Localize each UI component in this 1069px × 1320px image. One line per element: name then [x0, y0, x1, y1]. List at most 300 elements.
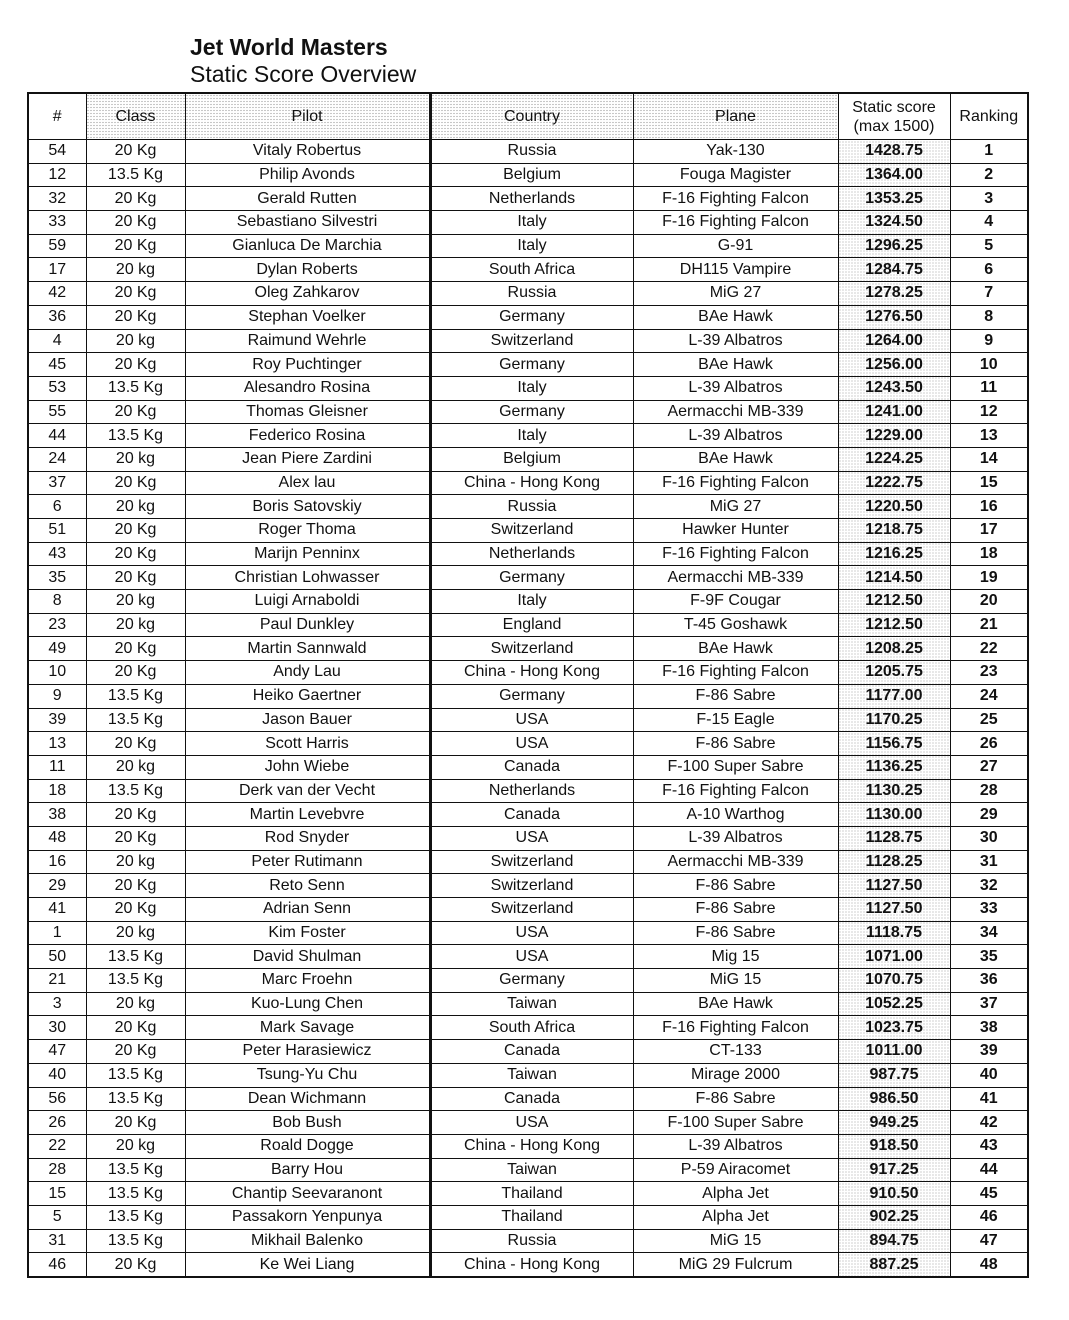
cell-number: 10 — [28, 661, 86, 685]
cell-ranking: 36 — [950, 969, 1028, 993]
cell-pilot: Ke Wei Liang — [185, 1253, 430, 1277]
cell-pilot: Dean Wichmann — [185, 1087, 430, 1111]
cell-class: 20 Kg — [86, 637, 185, 661]
cell-pilot: Stephan Voelker — [185, 305, 430, 329]
cell-ranking: 4 — [950, 211, 1028, 235]
cell-plane: MiG 27 — [633, 495, 838, 519]
cell-country: Germany — [430, 400, 633, 424]
cell-number: 38 — [28, 803, 86, 827]
table-row — [28, 732, 1028, 756]
cell-class: 20 Kg — [86, 874, 185, 898]
cell-class: 13.5 Kg — [86, 1205, 185, 1229]
cell-static-score: 1156.75 — [838, 732, 950, 756]
cell-country: China - Hong Kong — [430, 661, 633, 685]
cell-ranking: 37 — [950, 992, 1028, 1016]
table-row — [28, 1158, 1028, 1182]
cell-plane: Mirage 2000 — [633, 1063, 838, 1087]
cell-country: Germany — [430, 684, 633, 708]
cell-country: England — [430, 613, 633, 637]
cell-static-score: 1364.00 — [838, 163, 950, 187]
cell-static-score: 1170.25 — [838, 708, 950, 732]
cell-country: China - Hong Kong — [430, 1253, 633, 1277]
cell-class: 13.5 Kg — [86, 708, 185, 732]
cell-static-score: 1241.00 — [838, 400, 950, 424]
cell-country: Netherlands — [430, 542, 633, 566]
cell-plane: F-86 Sabre — [633, 874, 838, 898]
cell-class: 20 Kg — [86, 898, 185, 922]
table-row — [28, 400, 1028, 424]
cell-country: USA — [430, 732, 633, 756]
cell-plane: MiG 27 — [633, 282, 838, 306]
cell-number: 46 — [28, 1253, 86, 1277]
cell-class: 13.5 Kg — [86, 1158, 185, 1182]
column-header-static-score — [838, 93, 950, 140]
cell-number: 8 — [28, 590, 86, 614]
cell-class: 13.5 Kg — [86, 1063, 185, 1087]
static-score-table — [27, 92, 1029, 1278]
cell-class: 20 kg — [86, 613, 185, 637]
cell-pilot: Jason Bauer — [185, 708, 430, 732]
cell-static-score: 1118.75 — [838, 921, 950, 945]
cell-number: 50 — [28, 945, 86, 969]
cell-class: 20 kg — [86, 1134, 185, 1158]
cell-number: 16 — [28, 850, 86, 874]
cell-pilot: Passakorn Yenpunya — [185, 1205, 430, 1229]
cell-static-score: 1023.75 — [838, 1016, 950, 1040]
column-header-country: Country — [430, 93, 633, 140]
cell-ranking: 31 — [950, 850, 1028, 874]
cell-pilot: Oleg Zahkarov — [185, 282, 430, 306]
table-row — [28, 803, 1028, 827]
cell-country: Thailand — [430, 1182, 633, 1206]
cell-country: Germany — [430, 305, 633, 329]
cell-number: 29 — [28, 874, 86, 898]
cell-ranking: 26 — [950, 732, 1028, 756]
cell-number: 28 — [28, 1158, 86, 1182]
cell-static-score: 1212.50 — [838, 613, 950, 637]
table-row — [28, 826, 1028, 850]
table-row — [28, 519, 1028, 543]
cell-static-score: 1128.25 — [838, 850, 950, 874]
cell-plane: F-86 Sabre — [633, 1087, 838, 1111]
cell-plane: T-45 Goshawk — [633, 613, 838, 637]
cell-plane: DH115 Vampire — [633, 258, 838, 282]
cell-pilot: Reto Senn — [185, 874, 430, 898]
cell-ranking: 10 — [950, 353, 1028, 377]
cell-static-score: 902.25 — [838, 1205, 950, 1229]
cell-static-score: 1130.25 — [838, 779, 950, 803]
cell-number: 48 — [28, 826, 86, 850]
cell-static-score: 894.75 — [838, 1229, 950, 1253]
cell-ranking: 17 — [950, 519, 1028, 543]
cell-pilot: Peter Harasiewicz — [185, 1040, 430, 1064]
cell-plane: Aermacchi MB-339 — [633, 850, 838, 874]
cell-class: 20 Kg — [86, 1253, 185, 1277]
cell-plane: L-39 Albatros — [633, 826, 838, 850]
cell-ranking: 8 — [950, 305, 1028, 329]
cell-static-score: 1428.75 — [838, 140, 950, 164]
table-row — [28, 1229, 1028, 1253]
table-row — [28, 684, 1028, 708]
column-header-ranking: Ranking — [950, 93, 1028, 140]
cell-class: 13.5 Kg — [86, 1229, 185, 1253]
table-row — [28, 969, 1028, 993]
cell-country: Belgium — [430, 447, 633, 471]
cell-number: 37 — [28, 471, 86, 495]
cell-pilot: Paul Dunkley — [185, 613, 430, 637]
table-row — [28, 613, 1028, 637]
cell-class: 13.5 Kg — [86, 684, 185, 708]
cell-class: 20 Kg — [86, 211, 185, 235]
cell-ranking: 40 — [950, 1063, 1028, 1087]
cell-class: 20 Kg — [86, 1040, 185, 1064]
cell-static-score: 986.50 — [838, 1087, 950, 1111]
cell-plane: F-86 Sabre — [633, 898, 838, 922]
table-row — [28, 234, 1028, 258]
cell-ranking: 6 — [950, 258, 1028, 282]
cell-country: Russia — [430, 140, 633, 164]
cell-country: Switzerland — [430, 329, 633, 353]
cell-number: 11 — [28, 755, 86, 779]
cell-ranking: 38 — [950, 1016, 1028, 1040]
table-row — [28, 187, 1028, 211]
cell-class: 13.5 Kg — [86, 1182, 185, 1206]
cell-plane: F-16 Fighting Falcon — [633, 661, 838, 685]
cell-number: 13 — [28, 732, 86, 756]
cell-static-score: 949.25 — [838, 1111, 950, 1135]
cell-ranking: 7 — [950, 282, 1028, 306]
cell-ranking: 27 — [950, 755, 1028, 779]
cell-plane: A-10 Warthog — [633, 803, 838, 827]
table-row — [28, 495, 1028, 519]
cell-pilot: Sebastiano Silvestri — [185, 211, 430, 235]
cell-ranking: 19 — [950, 566, 1028, 590]
cell-static-score: 1011.00 — [838, 1040, 950, 1064]
cell-plane: F-16 Fighting Falcon — [633, 471, 838, 495]
cell-static-score: 1214.50 — [838, 566, 950, 590]
table-row — [28, 282, 1028, 306]
table-row — [28, 992, 1028, 1016]
cell-country: Italy — [430, 376, 633, 400]
table-row — [28, 921, 1028, 945]
cell-country: USA — [430, 945, 633, 969]
cell-static-score: 1177.00 — [838, 684, 950, 708]
cell-pilot: Alex lau — [185, 471, 430, 495]
table-row — [28, 590, 1028, 614]
cell-pilot: Gerald Rutten — [185, 187, 430, 211]
cell-static-score: 1324.50 — [838, 211, 950, 235]
cell-ranking: 47 — [950, 1229, 1028, 1253]
cell-class: 20 Kg — [86, 566, 185, 590]
cell-ranking: 15 — [950, 471, 1028, 495]
cell-number: 22 — [28, 1134, 86, 1158]
cell-class: 20 Kg — [86, 140, 185, 164]
cell-ranking: 34 — [950, 921, 1028, 945]
cell-pilot: Christian Lohwasser — [185, 566, 430, 590]
cell-country: Switzerland — [430, 850, 633, 874]
cell-country: Taiwan — [430, 992, 633, 1016]
cell-plane: Alpha Jet — [633, 1205, 838, 1229]
cell-ranking: 5 — [950, 234, 1028, 258]
table-row — [28, 140, 1028, 164]
table-row — [28, 1063, 1028, 1087]
cell-plane: Yak-130 — [633, 140, 838, 164]
cell-pilot: Roald Dogge — [185, 1134, 430, 1158]
cell-class: 13.5 Kg — [86, 163, 185, 187]
cell-country: Germany — [430, 969, 633, 993]
cell-class: 20 Kg — [86, 661, 185, 685]
cell-ranking: 23 — [950, 661, 1028, 685]
cell-class: 20 Kg — [86, 826, 185, 850]
cell-plane: MiG 29 Fulcrum — [633, 1253, 838, 1277]
cell-country: Canada — [430, 1040, 633, 1064]
cell-country: Netherlands — [430, 187, 633, 211]
table-row — [28, 779, 1028, 803]
cell-pilot: Mikhail Balenko — [185, 1229, 430, 1253]
table-row — [28, 708, 1028, 732]
cell-pilot: Gianluca De Marchia — [185, 234, 430, 258]
cell-pilot: Luigi Arnaboldi — [185, 590, 430, 614]
cell-ranking: 13 — [950, 424, 1028, 448]
table-row — [28, 874, 1028, 898]
cell-ranking: 11 — [950, 376, 1028, 400]
cell-ranking: 35 — [950, 945, 1028, 969]
cell-class: 13.5 Kg — [86, 969, 185, 993]
cell-pilot: David Shulman — [185, 945, 430, 969]
table-row — [28, 566, 1028, 590]
cell-country: Italy — [430, 424, 633, 448]
cell-plane: F-86 Sabre — [633, 684, 838, 708]
cell-plane: F-16 Fighting Falcon — [633, 1016, 838, 1040]
cell-ranking: 41 — [950, 1087, 1028, 1111]
cell-ranking: 45 — [950, 1182, 1028, 1206]
document-subtitle: Static Score Overview — [190, 61, 417, 87]
cell-number: 26 — [28, 1111, 86, 1135]
cell-class: 20 kg — [86, 258, 185, 282]
cell-class: 20 kg — [86, 495, 185, 519]
cell-country: Taiwan — [430, 1158, 633, 1182]
cell-pilot: Tsung-Yu Chu — [185, 1063, 430, 1087]
cell-country: Canada — [430, 803, 633, 827]
cell-pilot: Dylan Roberts — [185, 258, 430, 282]
cell-pilot: Alesandro Rosina — [185, 376, 430, 400]
table-row — [28, 1111, 1028, 1135]
cell-country: Russia — [430, 495, 633, 519]
cell-pilot: Derk van der Vecht — [185, 779, 430, 803]
cell-plane: G-91 — [633, 234, 838, 258]
cell-class: 20 Kg — [86, 282, 185, 306]
cell-number: 30 — [28, 1016, 86, 1040]
cell-number: 6 — [28, 495, 86, 519]
cell-pilot: Kim Foster — [185, 921, 430, 945]
cell-class: 13.5 Kg — [86, 945, 185, 969]
cell-ranking: 18 — [950, 542, 1028, 566]
cell-pilot: Roy Puchtinger — [185, 353, 430, 377]
cell-ranking: 29 — [950, 803, 1028, 827]
cell-number: 54 — [28, 140, 86, 164]
cell-country: Canada — [430, 1087, 633, 1111]
cell-class: 20 kg — [86, 755, 185, 779]
cell-plane: L-39 Albatros — [633, 1134, 838, 1158]
cell-pilot: Thomas Gleisner — [185, 400, 430, 424]
cell-class: 20 Kg — [86, 400, 185, 424]
cell-number: 31 — [28, 1229, 86, 1253]
cell-number: 59 — [28, 234, 86, 258]
cell-number: 12 — [28, 163, 86, 187]
cell-number: 32 — [28, 187, 86, 211]
table-row — [28, 163, 1028, 187]
table-row — [28, 1253, 1028, 1277]
cell-plane: F-16 Fighting Falcon — [633, 542, 838, 566]
cell-pilot: Vitaly Robertus — [185, 140, 430, 164]
cell-number: 43 — [28, 542, 86, 566]
cell-class: 20 kg — [86, 590, 185, 614]
cell-ranking: 9 — [950, 329, 1028, 353]
cell-country: Germany — [430, 353, 633, 377]
table-row — [28, 1087, 1028, 1111]
cell-pilot: Roger Thoma — [185, 519, 430, 543]
cell-static-score: 887.25 — [838, 1253, 950, 1277]
cell-static-score: 1070.75 — [838, 969, 950, 993]
cell-ranking: 12 — [950, 400, 1028, 424]
cell-ranking: 43 — [950, 1134, 1028, 1158]
cell-ranking: 32 — [950, 874, 1028, 898]
cell-plane: F-86 Sabre — [633, 732, 838, 756]
cell-ranking: 30 — [950, 826, 1028, 850]
cell-ranking: 2 — [950, 163, 1028, 187]
cell-plane: F-16 Fighting Falcon — [633, 211, 838, 235]
cell-class: 20 Kg — [86, 305, 185, 329]
cell-static-score: 1222.75 — [838, 471, 950, 495]
cell-pilot: Federico Rosina — [185, 424, 430, 448]
cell-static-score: 1128.75 — [838, 826, 950, 850]
cell-class: 20 Kg — [86, 471, 185, 495]
cell-class: 13.5 Kg — [86, 376, 185, 400]
cell-static-score: 910.50 — [838, 1182, 950, 1206]
table-row — [28, 447, 1028, 471]
cell-country: Italy — [430, 211, 633, 235]
cell-pilot: Mark Savage — [185, 1016, 430, 1040]
cell-plane: L-39 Albatros — [633, 329, 838, 353]
cell-static-score: 1229.00 — [838, 424, 950, 448]
cell-static-score: 1243.50 — [838, 376, 950, 400]
cell-plane: Mig 15 — [633, 945, 838, 969]
cell-plane: MiG 15 — [633, 969, 838, 993]
cell-plane: F-16 Fighting Falcon — [633, 187, 838, 211]
cell-country: South Africa — [430, 1016, 633, 1040]
cell-plane: CT-133 — [633, 1040, 838, 1064]
column-header-plane: Plane — [633, 93, 838, 140]
cell-plane: Aermacchi MB-339 — [633, 400, 838, 424]
cell-country: Russia — [430, 1229, 633, 1253]
table-body — [28, 140, 1028, 1278]
cell-number: 21 — [28, 969, 86, 993]
table-row — [28, 305, 1028, 329]
cell-number: 4 — [28, 329, 86, 353]
cell-static-score: 1353.25 — [838, 187, 950, 211]
cell-pilot: Raimund Wehrle — [185, 329, 430, 353]
cell-class: 13.5 Kg — [86, 779, 185, 803]
cell-country: Italy — [430, 590, 633, 614]
cell-class: 13.5 Kg — [86, 1087, 185, 1111]
cell-pilot: Martin Sannwald — [185, 637, 430, 661]
table-row — [28, 898, 1028, 922]
cell-plane: BAe Hawk — [633, 447, 838, 471]
cell-number: 45 — [28, 353, 86, 377]
cell-static-score: 1127.50 — [838, 874, 950, 898]
cell-ranking: 24 — [950, 684, 1028, 708]
table-row — [28, 1016, 1028, 1040]
cell-pilot: Heiko Gaertner — [185, 684, 430, 708]
cell-pilot: Kuo-Lung Chen — [185, 992, 430, 1016]
cell-country: South Africa — [430, 258, 633, 282]
document-title: Jet World Masters — [190, 34, 388, 60]
cell-class: 13.5 Kg — [86, 424, 185, 448]
cell-plane: BAe Hawk — [633, 305, 838, 329]
table-row — [28, 1040, 1028, 1064]
cell-country: Switzerland — [430, 874, 633, 898]
cell-number: 44 — [28, 424, 86, 448]
cell-static-score: 1216.25 — [838, 542, 950, 566]
cell-ranking: 22 — [950, 637, 1028, 661]
cell-ranking: 14 — [950, 447, 1028, 471]
table-row — [28, 661, 1028, 685]
table-row — [28, 424, 1028, 448]
cell-class: 20 Kg — [86, 187, 185, 211]
cell-ranking: 42 — [950, 1111, 1028, 1135]
cell-pilot: Marc Froehn — [185, 969, 430, 993]
cell-number: 15 — [28, 1182, 86, 1206]
cell-plane: Alpha Jet — [633, 1182, 838, 1206]
cell-country: Russia — [430, 282, 633, 306]
cell-static-score: 1212.50 — [838, 590, 950, 614]
table-row — [28, 542, 1028, 566]
cell-number: 40 — [28, 1063, 86, 1087]
cell-static-score: 1220.50 — [838, 495, 950, 519]
cell-static-score: 1218.75 — [838, 519, 950, 543]
cell-plane: BAe Hawk — [633, 637, 838, 661]
cell-country: USA — [430, 826, 633, 850]
cell-static-score: 1052.25 — [838, 992, 950, 1016]
cell-pilot: Bob Bush — [185, 1111, 430, 1135]
cell-pilot: Marijn Penninx — [185, 542, 430, 566]
cell-plane: L-39 Albatros — [633, 424, 838, 448]
cell-pilot: Boris Satovskiy — [185, 495, 430, 519]
cell-plane: L-39 Albatros — [633, 376, 838, 400]
cell-static-score: 917.25 — [838, 1158, 950, 1182]
cell-ranking: 3 — [950, 187, 1028, 211]
table-row — [28, 376, 1028, 400]
cell-ranking: 39 — [950, 1040, 1028, 1064]
cell-country: USA — [430, 1111, 633, 1135]
cell-number: 5 — [28, 1205, 86, 1229]
cell-country: Switzerland — [430, 637, 633, 661]
cell-class: 20 Kg — [86, 803, 185, 827]
cell-pilot: Adrian Senn — [185, 898, 430, 922]
cell-static-score: 1136.25 — [838, 755, 950, 779]
cell-static-score: 1071.00 — [838, 945, 950, 969]
cell-static-score: 1264.00 — [838, 329, 950, 353]
cell-ranking: 25 — [950, 708, 1028, 732]
cell-class: 20 Kg — [86, 1111, 185, 1135]
cell-country: Germany — [430, 566, 633, 590]
cell-static-score: 1284.75 — [838, 258, 950, 282]
cell-country: USA — [430, 921, 633, 945]
cell-plane: BAe Hawk — [633, 992, 838, 1016]
column-header-class: Class — [86, 93, 185, 140]
cell-ranking: 28 — [950, 779, 1028, 803]
cell-class: 20 kg — [86, 992, 185, 1016]
